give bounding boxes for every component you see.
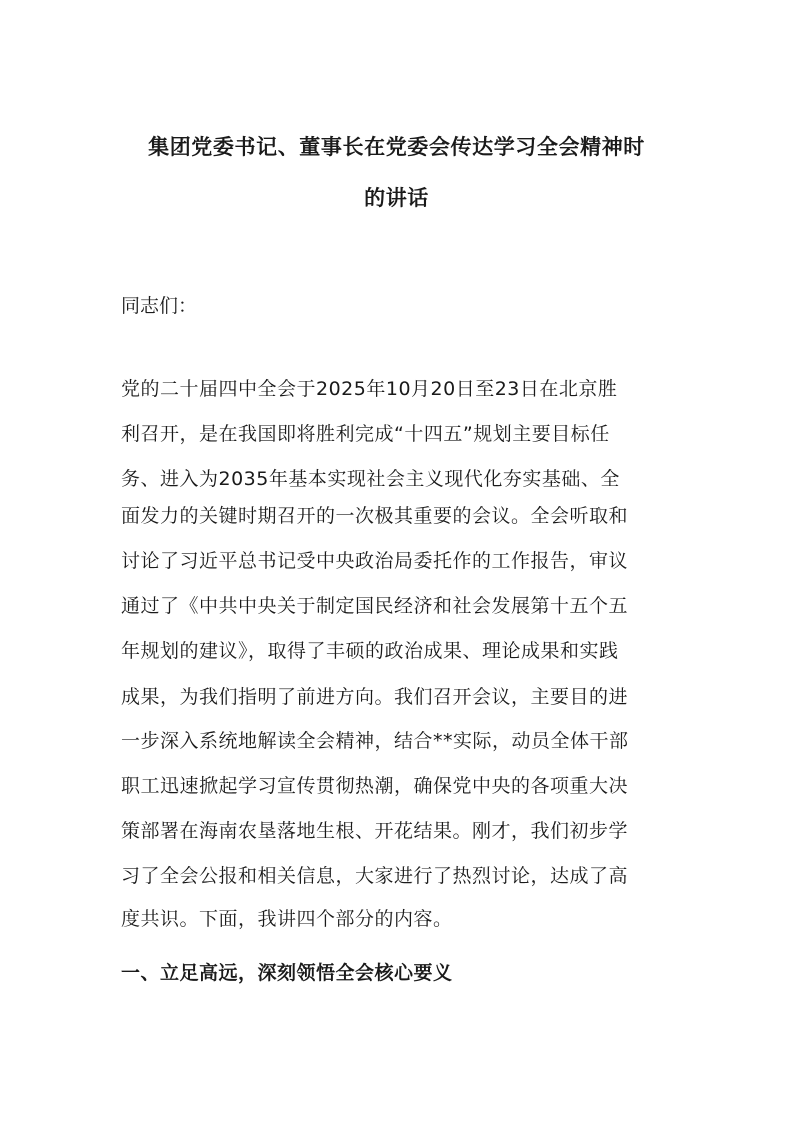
paragraph-line: 党的二十届四中全会于2025年10月20日至23日在北京胜 [121,378,618,400]
paragraph-line: 利召开，是在我国即将胜利完成“十四五”规划主要目标任 [121,423,610,445]
paragraph-line: 年规划的建议》，取得了丰硕的政治成果、理论成果和实践 [121,640,619,662]
paragraph-line: 面发力的关键时期召开的一次极其重要的会议。全会听取和 [121,505,629,527]
paragraph-line: 策部署在海南农垦落地生根、开花结果。刚才，我们初步学 [121,820,629,842]
paragraph-line: 一步深入系统地解读全会精神，结合**实际，动员全体干部 [121,730,629,752]
salutation: 同志们： [121,295,198,317]
paragraph-line: 成果，为我们指明了前进方向。我们召开会议，主要目的进 [121,686,629,708]
paragraph-line: 通过了《中共中央关于制定国民经济和社会发展第十五个五 [121,595,629,617]
paragraph-line: 习了全会公报和相关信息，大家进行了热烈讨论，达成了高 [121,865,629,887]
paragraph-line: 职工迅速掀起学习宣传贯彻热潮，确保党中央的各项重大决 [121,775,629,797]
paragraph-line: 讨论了习近平总书记受中央政治局委托作的工作报告，审议 [121,550,629,572]
paragraph-line: 务、进入为2035年基本实现社会主义现代化夯实基础、全 [121,468,620,490]
section-heading: 一、立足高远，深刻领悟全会核心要义 [121,962,453,984]
document-title-line-2: 的讲话 [364,186,429,210]
document-title-line-1: 集团党委书记、董事长在党委会传达学习全会精神时 [148,135,645,159]
paragraph-line: 度共识。下面，我讲四个部分的内容。 [121,908,453,930]
